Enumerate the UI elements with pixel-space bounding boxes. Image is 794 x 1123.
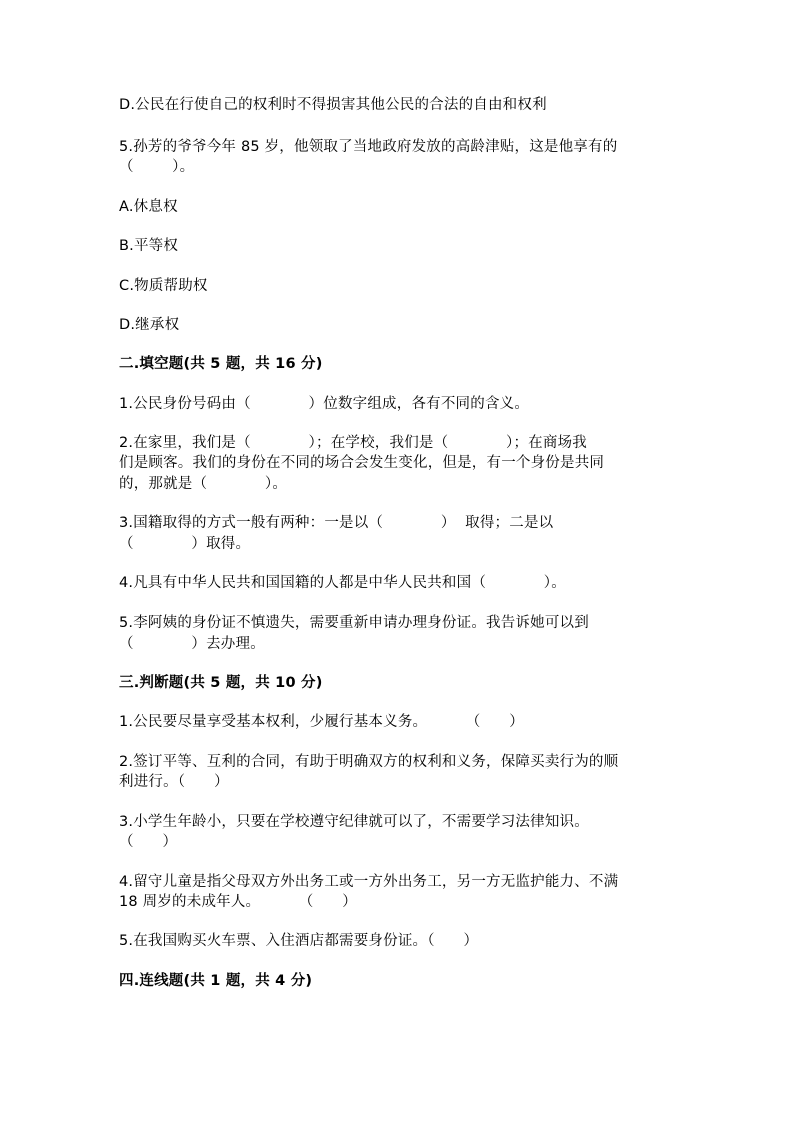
fill-blank-q3-line1: 3.国籍取得的方式一般有两种：一是以（ ） 取得；二是以 (119, 515, 554, 531)
section-heading-fill-blank: 二.填空题(共 5 题，共 16 分) (119, 356, 323, 372)
fill-blank-q5-line1: 5.李阿姨的身份证不慎遗失，需要重新申请办理身份证。我告诉她可以到 (119, 615, 589, 631)
fill-blank-q1: 1.公民身份号码由（ ）位数字组成，各有不同的含义。 (119, 396, 530, 412)
option-d-prev-question: D.公民在行使自己的权利时不得损害其他公民的合法的自由和权利 (119, 97, 547, 113)
true-false-q1: 1.公民要尽量享受基本权利，少履行基本义务。 （ ） (119, 714, 524, 730)
question-5-option-d: D.继承权 (119, 317, 180, 333)
fill-blank-q4: 4.凡具有中华人民共和国国籍的人都是中华人民共和国（ ）。 (119, 575, 566, 591)
true-false-q5: 5.在我国购买火车票、入住酒店都需要身份证。（ ） (119, 933, 479, 949)
true-false-q4-line2: 18 周岁的未成年人。 （ ） (119, 894, 357, 910)
section-heading-matching: 四.连线题(共 1 题，共 4 分) (119, 973, 313, 989)
true-false-q2-line2: 利进行。（ ） (119, 774, 229, 790)
true-false-q3-line1: 3.小学生年龄小，只要在学校遵守纪律就可以了，不需要学习法律知识。 (119, 814, 589, 830)
section-heading-true-false: 三.判断题(共 5 题，共 10 分) (119, 675, 323, 691)
question-5-stem-line1: 5.孙芳的爷爷今年 85 岁，他领取了当地政府发放的高龄津贴，这是他享有的 (119, 139, 618, 155)
fill-blank-q2-line3: 的，那就是（ ）。 (119, 476, 288, 492)
true-false-q2-line1: 2.签订平等、互利的合同，有助于明确双方的权利和义务，保障买卖行为的顺 (119, 754, 619, 770)
fill-blank-q2-line2: 们是顾客。我们的身份在不同的场合会发生变化，但是，有一个身份是共同 (119, 455, 605, 471)
question-5-option-b: B.平等权 (119, 238, 179, 254)
fill-blank-q2-line1: 2.在家里，我们是（ ）；在学校，我们是（ ）；在商场我 (119, 435, 587, 451)
question-5-stem-line2: （ ）。 (119, 159, 195, 175)
true-false-q3-line2: （ ） (119, 834, 178, 850)
question-5-option-a: A.休息权 (119, 199, 178, 215)
fill-blank-q5-line2: （ ）去办理。 (119, 636, 265, 652)
true-false-q4-line1: 4.留守儿童是指父母双方外出务工或一方外出务工，另一方无监护能力、不满 (119, 874, 619, 890)
fill-blank-q3-line2: （ ）取得。 (119, 536, 251, 552)
question-5-option-c: C.物质帮助权 (119, 278, 208, 294)
